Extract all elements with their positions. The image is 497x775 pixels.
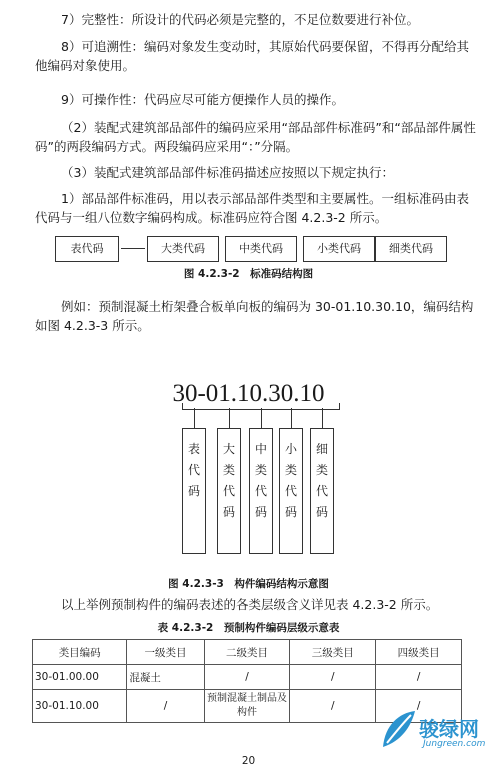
table-cell: 预制混凝土制品及构件: [204, 690, 290, 723]
table-header-cell: 类目编码: [33, 640, 127, 665]
table-row: [33, 665, 462, 690]
vertical-box-label: 中 类 代 码: [254, 442, 267, 519]
branch-line: [291, 408, 292, 429]
paragraph-integrity: 7）完整性：所设计的代码必须是完整的，不足位数要进行补位。: [61, 12, 419, 27]
vertical-box-label: 大 类 代 码: [222, 442, 235, 519]
table-cell: /: [127, 690, 204, 723]
table-cell: /: [204, 665, 290, 690]
paragraph-operability: 9）可操作性：代码应尽可能方便操作人员的操作。: [61, 92, 344, 107]
paragraph-traceability: 8）可追溯性：编码对象发生变动时，其原始代码要保留，不得再分配给其他编码对象使用。: [35, 39, 469, 73]
standard-code-structure-figure: [55, 236, 445, 262]
table-header-cell: 四级类目: [376, 640, 462, 665]
figure-caption-component-code: 图 4.2.3-3 构件编码结构示意图: [168, 578, 329, 590]
code-box-major: 大类代码: [147, 236, 219, 262]
figure-caption-standard-code: 图 4.2.3-2 标准码结构图: [183, 268, 314, 280]
table-cell: 混凝土: [127, 665, 204, 690]
code-box-minor: 小类代码: [303, 236, 375, 262]
watermark-logo: [377, 707, 487, 757]
example-code-number: 30-01.10.30.10: [172, 380, 325, 407]
table-header-cell: 三级类目: [290, 640, 376, 665]
table-cell: /: [290, 690, 376, 723]
table-cell: /: [376, 665, 462, 690]
table-header-cell: 二级类目: [204, 640, 290, 665]
vertical-box-label: 细 类 代 码: [315, 442, 328, 519]
paragraph-table-intro: 以上举例预制构件的编码表述的各类层级含义详见表 4.2.3-2 所示。: [61, 597, 439, 612]
vertical-box-table: [182, 428, 206, 554]
vertical-box-label: 表 代 码: [187, 442, 200, 498]
paragraph-example: 例如：预制混凝土桁架叠合板单向板的编码为 30-01.10.30.10，编码结构如图 4.2.3-3 所示。: [35, 299, 474, 333]
branch-line: [322, 408, 323, 429]
table-cell: /: [376, 690, 462, 723]
watermark-subtext: Jungreen.com: [423, 739, 486, 749]
table-cell: 30-01.10.00: [33, 690, 127, 723]
paragraph-two-segment: （2）装配式建筑部品部件的编码应采用“部品部件标准码”和“部品部件属性码”的两段编码方式。两段编码应采用“：”分隔。: [35, 120, 476, 154]
vertical-box-label: 小 类 代 码: [284, 442, 297, 519]
code-box-table: 表代码: [55, 236, 119, 262]
branch-line: [261, 408, 262, 429]
paragraph-standard-code-rules: （3）装配式建筑部品部件标准码描述应按照以下规定执行：: [61, 165, 394, 180]
table-header-row: [33, 640, 462, 665]
table-cell: /: [290, 665, 376, 690]
vertical-box-middle: [249, 428, 273, 554]
table-header-cell: 一级类目: [127, 640, 204, 665]
table-cell: 30-01.00.00: [33, 665, 127, 690]
page-number: 20: [241, 755, 256, 767]
branch-line: [194, 408, 195, 429]
paragraph-standard-code-desc: 1）部品部件标准码，用以表示部品部件类型和主要属性。一组标准码由表代码与一组八位数字编码构成。标准码应符合图 4.2.3-2 所示。: [35, 191, 469, 225]
vertical-box-minor: [279, 428, 303, 554]
connector-line: [121, 248, 145, 249]
watermark-text: 骏绿网: [419, 717, 479, 741]
code-box-middle: 中类代码: [225, 236, 297, 262]
vertical-box-major: [217, 428, 241, 554]
code-box-detail: 细类代码: [375, 236, 447, 262]
watermark-leaf-icon: [377, 707, 419, 753]
vertical-box-detail: [310, 428, 334, 554]
branch-line: [229, 408, 230, 429]
table-caption: 表 4.2.3-2 预制构件编码层级示意表: [157, 622, 340, 634]
